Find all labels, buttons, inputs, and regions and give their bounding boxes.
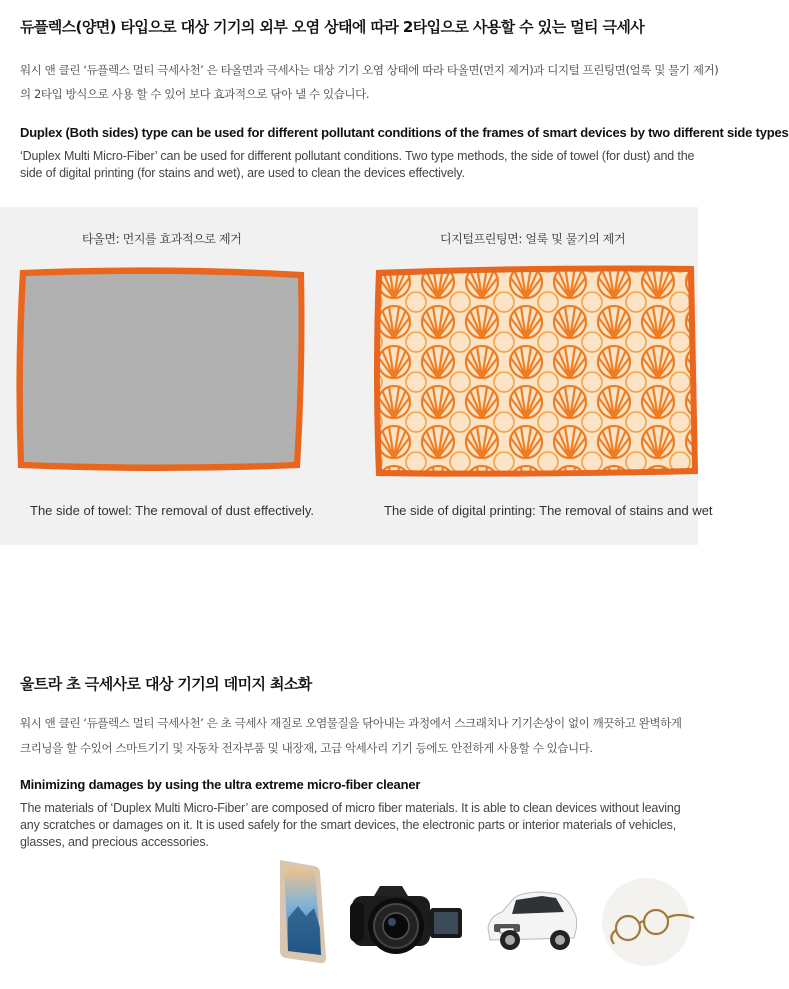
section1-body-en: ‘Duplex Multi Micro-Fiber’ can be used for different pollutant conditions. Two type methods, the side of towel (for dust) and the side of digital printing (for stains and wet), are used to clean the devices effectively. bbox=[20, 149, 695, 180]
towel-caption-en: The side of towel: The removal of dust effectively. bbox=[30, 503, 314, 518]
car-icon bbox=[484, 884, 580, 956]
section1-body-ko-line2: 의 2타입 방식으로 사용 할 수 있어 보다 효과적으로 닦아 낼 수 있습니다. bbox=[20, 87, 370, 101]
towel-caption-ko: 타올면: 먼지를 효과적으로 제거 bbox=[82, 232, 242, 246]
section1-title-ko: 듀플렉스(양면) 타입으로 대상 기기의 외부 오염 상태에 따라 2타입으로 사용할 수 있는 멀티 극세사 bbox=[20, 18, 645, 36]
glasses-icon bbox=[598, 878, 698, 968]
section1-title-en: Duplex (Both sides) type can be used for different pollutant conditions of the frames of smart devices by two different side types bbox=[20, 125, 789, 140]
camera-icon bbox=[348, 880, 466, 962]
section1-body-ko-line1: 워시 앤 클린 ‘듀플렉스 멀티 극세사천’ 은 타올면과 극세사는 대상 기기 오염 상태에 따라 타올면(먼지 제거)과 디지털 프린팅면(얼룩 및 물기 제거) bbox=[20, 63, 719, 77]
section2-body-en: The materials of ‘Duplex Multi Micro-Fiber’ are composed of micro fiber materials. It is able to clean devices without leaving any scratches or damages on it. It is used safely for the smart devices, the electronic parts or interior materials of vehicles, glasses, and precious accessories. bbox=[20, 801, 681, 849]
towel-side-cloth-image bbox=[14, 264, 308, 474]
tablet-icon bbox=[274, 858, 334, 968]
section2-body-ko-line2: 크리닝을 할 수있어 스마트기기 및 자동차 전자부품 및 내장재, 고급 악세사리 기기 등에도 안전하게 사용할 수 있습니다. bbox=[20, 741, 593, 755]
print-caption-ko: 디지털프린팅면: 얼룩 및 물기의 제거 bbox=[440, 232, 626, 246]
section2-title-ko: 울트라 초 극세사로 대상 기기의 데미지 최소화 bbox=[20, 675, 312, 693]
section2-body-ko-line1: 워시 앤 클린 ‘듀플렉스 멀티 극세사천’ 은 초 극세사 재질로 오염물질을 닦아내는 과정에서 스크래치나 기기손상이 없이 깨끗하고 완벽하게 bbox=[20, 716, 682, 730]
printing-side-cloth-image bbox=[372, 262, 698, 478]
section2-title-en: Minimizing damages by using the ultra extreme micro-fiber cleaner bbox=[20, 777, 421, 792]
print-caption-en: The side of digital printing: The removal of stains and wet bbox=[384, 503, 713, 518]
